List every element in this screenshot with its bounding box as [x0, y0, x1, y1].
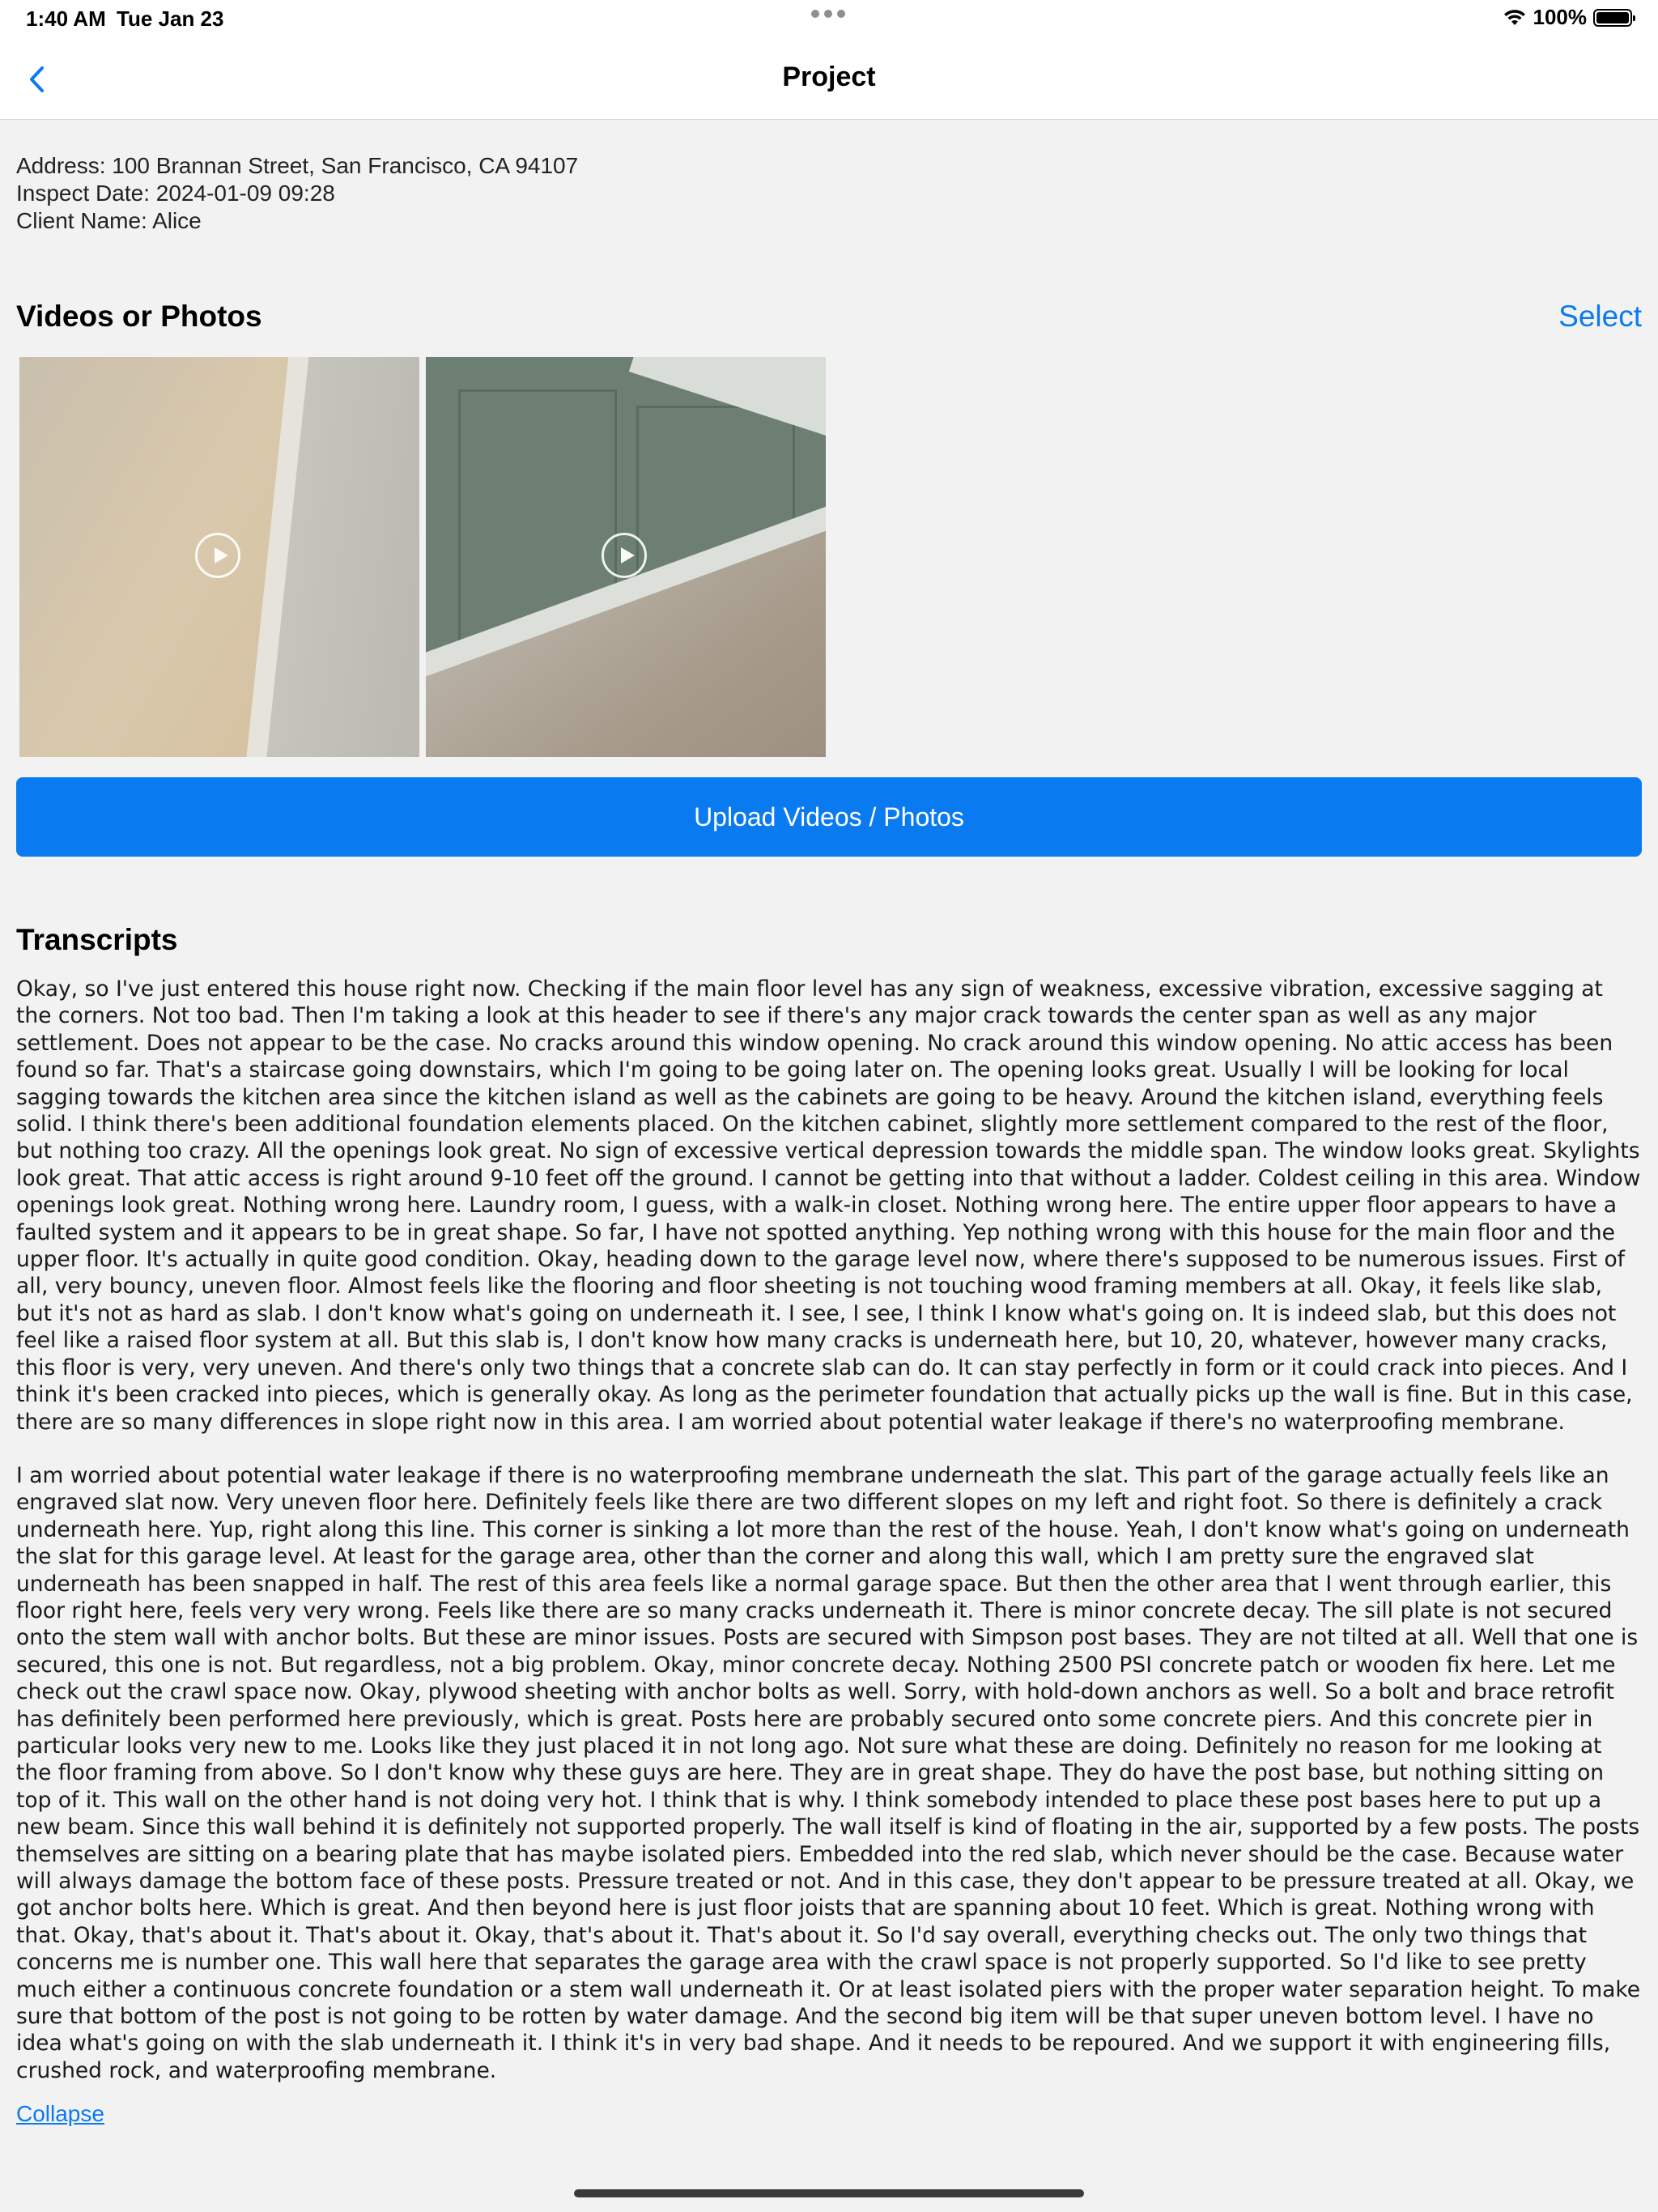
- media-section-title: Videos or Photos: [16, 300, 262, 333]
- project-info: [16, 152, 578, 235]
- battery-percent: 100%: [1533, 5, 1587, 29]
- multitasking-dots-icon[interactable]: [811, 10, 845, 18]
- home-indicator[interactable]: [574, 2189, 1084, 2197]
- media-header: [16, 300, 1642, 337]
- inspect-date-text: Inspect Date: 2024-01-09 09:28: [16, 181, 335, 206]
- client-name-text: Client Name: Alice: [16, 208, 202, 233]
- video-thumbnail-1[interactable]: [19, 357, 419, 757]
- status-right: [1503, 5, 1633, 30]
- transcript-text: [16, 976, 1642, 2111]
- transcript-paragraph: I am worried about potential water leakage if there is no waterproofing membrane underneath the slat. This part of the garage actually feels like an engraved slat now. Very uneven floor here. Definitely feels like there are two different slopes on my left and right foot. So there is definitely a crack underneath here. Yup, right along this line. This corner is sinking a lot more than the rest of the house. Yeah, I don't know what's going on underneath the slat for this garage level. At least for the garage area, other than the corner and along this wall, which I am pretty sure the engraved slat underneath has been snapped in half. The rest of this area feels like a normal garage space. But then the other area that I went through earlier, this floor right here, feels very very wrong. Feels like there are so many cracks underneath it. There is minor concrete decay. The sill plate is not secured onto the stem wall with anchor bolts. But these are minor issues. Posts are secured with Simpson post bases. They are not tilted at all. Well that one is secured, this one is not. But regardless, not a big problem. Okay, minor concrete decay. Nothing 2500 PSI concrete patch or wooden fix here. Let me check out the crawl space now. Okay, plywood sheeting with anchor bolts as well. Sorry, with hold-down anchors as well. So a bolt and brace retrofit has definitely been performed here previously, which is great. Posts here are probably secured onto some concrete piers. And this concrete pier in particular looks very new to me. Looks like they just placed it in not long ago. Not sure what these are doing. Definitely no reason for me looking at the floor framing from above. So I don't know why these guys are here. They are in great shape. They do have the post base, but nothing sitting on top of it. This wall on the other hand is not doing very hot. I think that is why. I think somebody intended to place these post bases here to put up a new beam. Since this wall behind it is definitely not supported properly. The wall itself is kind of floating in the air, supported by a few posts. The posts themselves are sitting on a bearing plate that has maybe isolated piers. Embedded into the red slab, which never should be the case. Because water will always damage the bottom face of these posts. Pressure treated or not. And in this case, they don't appear to be pressure treated at all. Okay, we got anchor bolts here. Which is great. And then beyond here is just floor joists that are spanning about 10 feet. Which is great. Nothing wrong with that. Okay, that's about it. That's about it. Okay, that's about it. That's about it. So I'd say overall, everything checks out. The only two things that concerns me is number one. This wall here that separates the garage area with the crawl space is not properly supported. So I'd like to see pretty much either a continuous concrete foundation or a stem wall underneath it. Or at least isolated piers with the proper water separation height. To make sure that bottom of the post is not going to be rotten by water damage. And the second big item will be that super uneven bottom level. I have no idea what's going on with the slab underneath it. I think it's in very bad shape. And it needs to be repoured. And we support it with engineering fills, crushed rock, and waterproofing membrane.: [16, 1462, 1641, 2083]
- address-text: Address: 100 Brannan Street, San Francisco, CA 94107: [16, 153, 579, 178]
- page-title: Project: [782, 62, 876, 92]
- collapse-link[interactable]: Collapse: [16, 2101, 104, 2126]
- video-thumbnail-2[interactable]: [426, 357, 826, 757]
- play-icon[interactable]: [602, 533, 647, 578]
- select-button[interactable]: Select: [1558, 300, 1642, 333]
- transcripts-section-title: Transcripts: [16, 923, 178, 956]
- status-date: Tue Jan 23: [117, 6, 224, 31]
- play-icon[interactable]: [195, 533, 240, 578]
- status-bar: [0, 0, 1658, 39]
- transcript-paragraph: Okay, so I've just entered this house right now. Checking if the main floor level has any sign of weakness, excessive vibration, excessive sagging at the corners. Not too bad. Then I'm taking a look at this header to see if there's any major crack towards the center span as well as any major settlement. Does not appear to be the case. No cracks around this window opening. No crack around this window opening. No attic access has been found so far. That's a staircase going downstairs, which I'm going to be going later on. The opening looks great. Usually I will be looking for local sagging towards the kitchen area since the kitchen island as well as the cabinets are going to be heavy. Around the kitchen island, everything feels solid. I think there's been additional foundation elements placed. On the kitchen cabinet, slightly more settlement compared to the rest of the floor, but nothing too crazy. All the openings look great. No sign of excessive vertical depression towards the middle span. The window looks great. Skylights look great. That attic access is right around 9-10 feet off the ground. I cannot be getting into that without a ladder. Coldest ceiling in this area. Window openings look great. Nothing wrong here. Laundry room, I guess, with a walk-in closet. Nothing wrong here. The entire upper floor appears to have a faulted system and it appears to be in great shape. So far, I have not spotted anything. Yep nothing wrong with this house for the main floor and the upper floor. It's actually in quite good condition. Okay, heading down to the garage level now, where there's supposed to be numerous issues. First of all, very bouncy, uneven floor. Almost feels like the flooring and floor sheeting is not touching wood framing members at all. Okay, it feels like slab, but it's not as hard as slab. I don't know what's going on underneath it. I see, I see, I think I know what's going on. It is indeed slab, but this does not feel like a raised floor system at all. But this slab is, I don't know how many cracks is underneath here, but 10, 20, whatever, however many cracks, this floor is very, very uneven. And there's only two things that a concrete slab can do. It can stay perfectly in form or it could crack into pieces. And I think it's been cracked into pieces, which is generally okay. As long as the perimeter foundation that actually picks up the wall is fine. But in this case, there are so many differences in slope right now in this area. I am worried about potential water leakage if there's no waterproofing membrane.: [16, 976, 1641, 1435]
- status-time: 1:40 AM: [26, 6, 106, 31]
- wifi-icon: [1503, 9, 1527, 27]
- battery-icon: [1593, 9, 1632, 27]
- upload-videos-photos-button[interactable]: Upload Videos / Photos: [16, 777, 1642, 857]
- navigation-bar: [0, 39, 1658, 120]
